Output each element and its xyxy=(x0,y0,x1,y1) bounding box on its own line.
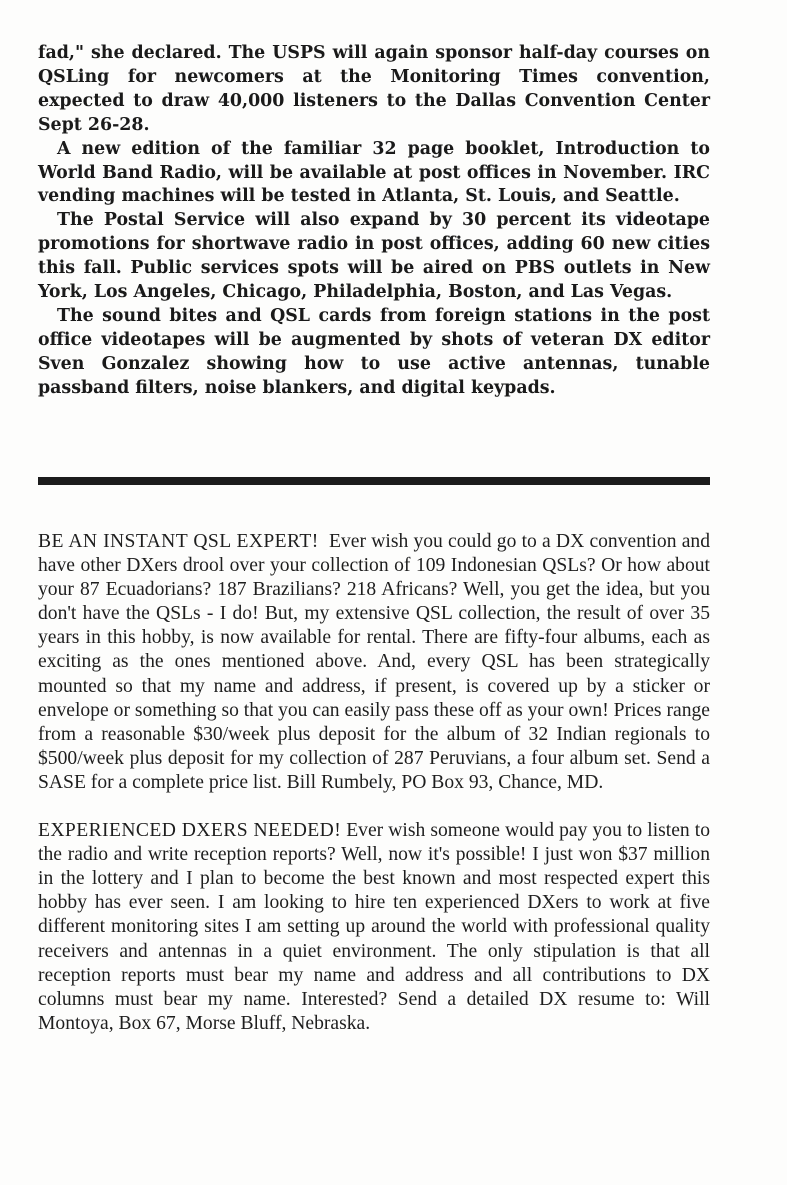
ad-body: Ever wish someone would pay you to listen to the radio and write reception reports? Well, now it's possible! I just won $37 million in the lottery and I plan to become the best known and most respected expert this hobby has ever seen. I am looking to hire ten experienced DXers to work at five different monitoring sites I am setting up around the world with professional quality receivers and antennas in a quiet environment. The only stipulation is that all reception reports must bear my name and address and all contributions to DX columns must bear my name. Interested? Send a detailed DX resume to: Will Montoya, Box 67, Morse Bluff, Nebraska. xyxy=(38,820,711,1034)
ad-headline: EXPERIENCED DXERS NEEDED! xyxy=(38,820,342,842)
classified-ad xyxy=(38,819,710,1036)
classified-ad xyxy=(38,530,710,795)
article-paragraph: The Postal Service will also expand by 30 percent its videotape promotions for shortwave radio in post offices, adding 60 new cities this fall. Public services spots will be aired on PBS outlets in New York, Los Angeles, Chicago, Philadelphia, Boston, and Las Vegas. xyxy=(38,210,710,303)
ad-body: Ever wish you could go to a DX convention and have other DXers drool over your collection of 109 Indonesian QSLs? Or how about your 87 Ecuadorians? 187 Brazilians? 218 Africans? Well, you get the idea, but you don't have the QSLs - I do! But, my extensive QSL collection, the result of over 35 years in this hobby, is now available for rental. There are fifty-four albums, each as exciting as the ones mentioned above. And, every QSL has been strategically mounted so that my name and address, if present, is covered up by a sticker or envelope or something so that you can easily pass these off as your own! Prices range from a reasonable $30/week plus deposit for the album of 32 Indian regionals to $500/week plus deposit for my collection of 287 Peruvians, a four album set. Send a SASE for a complete price list. Bill Rumbely, PO Box 93, Chance, MD. xyxy=(38,531,710,793)
article-paragraph: fad," she declared. The USPS will again sponsor half-day courses on QSLing for newcomers at the Monitoring Times convention, expected to draw 40,000 listeners to the Dallas Convention Center Sept 26-28. xyxy=(38,43,710,135)
ad-headline: BE AN INSTANT QSL EXPERT! xyxy=(38,531,319,552)
article-paragraph: A new edition of the familiar 32 page booklet, Introduction to World Band Radio, will be available at post offices in November. IRC vending machines will be tested in Atlanta, St. Louis, and Seattle. xyxy=(38,138,710,207)
article-paragraph: The sound bites and QSL cards from foreign stations in the post office videotapes will be augmented by shots of veteran DX editor Sven Gonzalez showing how to use active antennas, tunable passband filters, noise blankers, and digital keypads. xyxy=(38,305,710,398)
classified-ads xyxy=(38,530,710,1036)
section-divider-rule xyxy=(38,477,710,485)
article-continuation xyxy=(38,42,710,401)
